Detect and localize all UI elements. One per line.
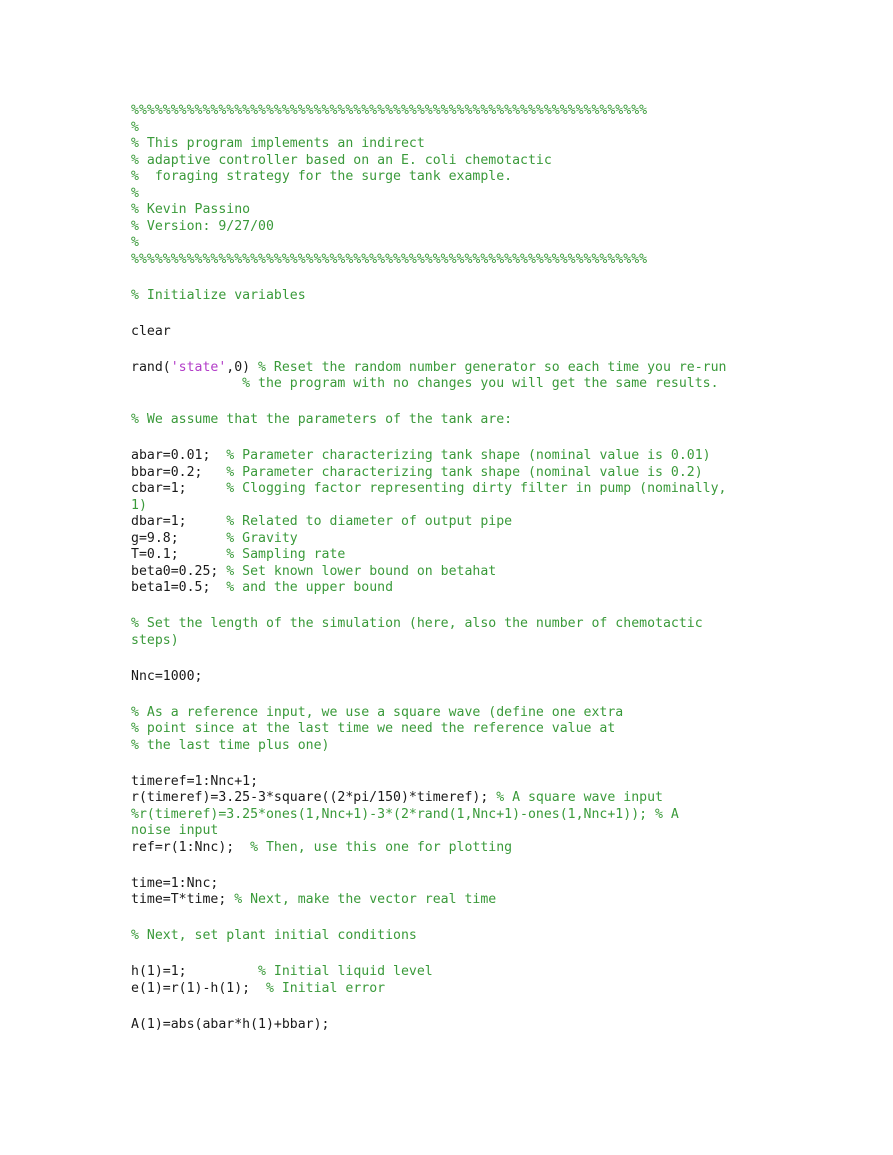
comment: % Then, use this one for plotting [250,839,513,855]
code-line [131,790,771,807]
comment: % adaptive controller based on an E. coli chemotactic [131,152,552,168]
code-line [131,481,771,498]
code-line [131,633,771,650]
blank-line [131,685,771,705]
comment: % [131,235,139,250]
comment: % Next, make the vector real time [234,892,497,907]
blank-line [131,754,771,774]
code-line [131,202,771,219]
code-text: rand( [131,359,171,375]
code-line [131,892,771,909]
comment: %%%%%%%%%%%%%%%%%%%%%%%%%%%%%%%%%%%%%%%%%%%%%%%%%%%%%%%%%%%%%%%%% [131,103,648,118]
code-line [131,669,771,686]
code-text: h(1)=1; [131,964,259,979]
blank-line [131,649,771,669]
comment: % A square wave input [496,790,663,805]
code-line [131,448,771,465]
comment: % Gravity [226,530,298,546]
comment: noise input [131,823,219,838]
code-line [131,1017,771,1034]
code-line [131,964,771,981]
code-line [131,876,771,893]
code-line [131,252,771,269]
comment: % Reset the random number generator so each time you re-run [258,359,727,375]
code-line [131,531,771,548]
code-line [131,235,771,252]
comment: % Sampling rate [226,547,346,562]
code-text: g=9.8; [131,530,227,546]
blank-line [131,393,771,413]
code-line [131,721,771,738]
blank-line [131,340,771,360]
comment: % We assume that the parameters of the tank are: [131,412,513,427]
code-line [131,136,771,153]
code-text: cbar=1; [131,481,227,496]
blank-line [131,268,771,288]
code-text: Nnc=1000; [131,668,203,684]
code-text: beta0=0.25; [131,563,227,579]
code-line [131,412,771,429]
blank-line [131,997,771,1017]
code-line [131,219,771,236]
code-line [131,616,771,633]
blank-line [131,856,771,876]
comment: % Parameter characterizing tank shape (nominal value is 0.2) [226,464,703,480]
code-line [131,376,771,393]
blank-line [131,304,771,324]
code-text: T=0.1; [131,547,227,562]
blank-line [131,945,771,965]
code-line [131,547,771,564]
comment: % This program implements an indirect [131,136,425,151]
comment: % Next, set plant initial conditions [131,928,417,943]
code-line [131,823,771,840]
code-line [131,564,771,581]
code-text: timeref=1:Nnc+1; [131,773,259,789]
code-text: beta1=0.5; [131,580,227,595]
code-text: ref=r(1:Nnc); [131,839,251,855]
comment: % Initial error [265,980,386,996]
code-line [131,498,771,515]
string-literal: 'state' [170,359,227,375]
comment: steps) [131,632,179,648]
comment: %r(timeref)=3.25*ones(1,Nnc+1)-3*(2*rand(1,Nnc+1)-ones(1,Nnc+1)); % A [131,806,679,822]
code-line [131,580,771,597]
code-line [131,738,771,755]
comment: % Set known lower bound on betahat [226,563,497,579]
code-line [131,153,771,170]
comment: % As a reference input, we use a square wave (define one extra [131,704,624,720]
code-line [131,465,771,482]
code-line [131,774,771,791]
code-text: r(timeref)=3.25-3*square((2*pi/150)*timeref); [131,790,497,805]
code-line [131,360,771,377]
code-line [131,807,771,824]
comment: % Kevin Passino [131,202,251,217]
code-text: clear [131,323,171,339]
code-text: ,0) [226,359,259,375]
comment: % the program with no changes you will get the same results. [131,376,719,391]
code-text: bbar=0.2; [131,464,227,480]
code-line [131,981,771,998]
code-text: abar=0.01; [131,448,227,463]
comment: % Parameter characterizing tank shape (nominal value is 0.01) [226,448,711,463]
comment: 1) [131,497,147,513]
comment: % Version: 9/27/00 [131,218,274,234]
comment: % Set the length of the simulation (here, also the number of chemotactic [131,616,703,631]
code-text: e(1)=r(1)-h(1); [131,980,266,996]
code-line [131,705,771,722]
blank-line [131,909,771,929]
comment: %%%%%%%%%%%%%%%%%%%%%%%%%%%%%%%%%%%%%%%%%%%%%%%%%%%%%%%%%%%%%%%%% [131,251,648,267]
comment: % [131,119,139,135]
comment: % Clogging factor representing dirty filter in pump (nominally, [226,481,727,496]
code-line [131,324,771,341]
comment: % and the upper bound [226,580,394,595]
code-text: A(1)=abs(abar*h(1)+bbar); [131,1016,330,1032]
code-line [131,514,771,531]
code-line [131,120,771,137]
code-line [131,288,771,305]
code-line [131,169,771,186]
code-text: time=T*time; [131,892,235,907]
code-line [131,928,771,945]
blank-line [131,597,771,617]
comment: % Related to diameter of output pipe [226,514,513,529]
code-line [131,186,771,203]
comment: % the last time plus one) [131,737,330,753]
code-text: dbar=1; [131,514,227,529]
code-text: time=1:Nnc; [131,875,219,891]
code-line [131,840,771,857]
comment: % Initial liquid level [258,964,433,979]
code-line [131,103,771,120]
comment: % Initialize variables [131,287,306,303]
code-listing [131,103,771,1033]
comment: % point since at the last time we need the reference value at [131,721,616,736]
comment: % [131,185,139,201]
blank-line [131,429,771,449]
comment: % foraging strategy for the surge tank example. [131,169,513,184]
